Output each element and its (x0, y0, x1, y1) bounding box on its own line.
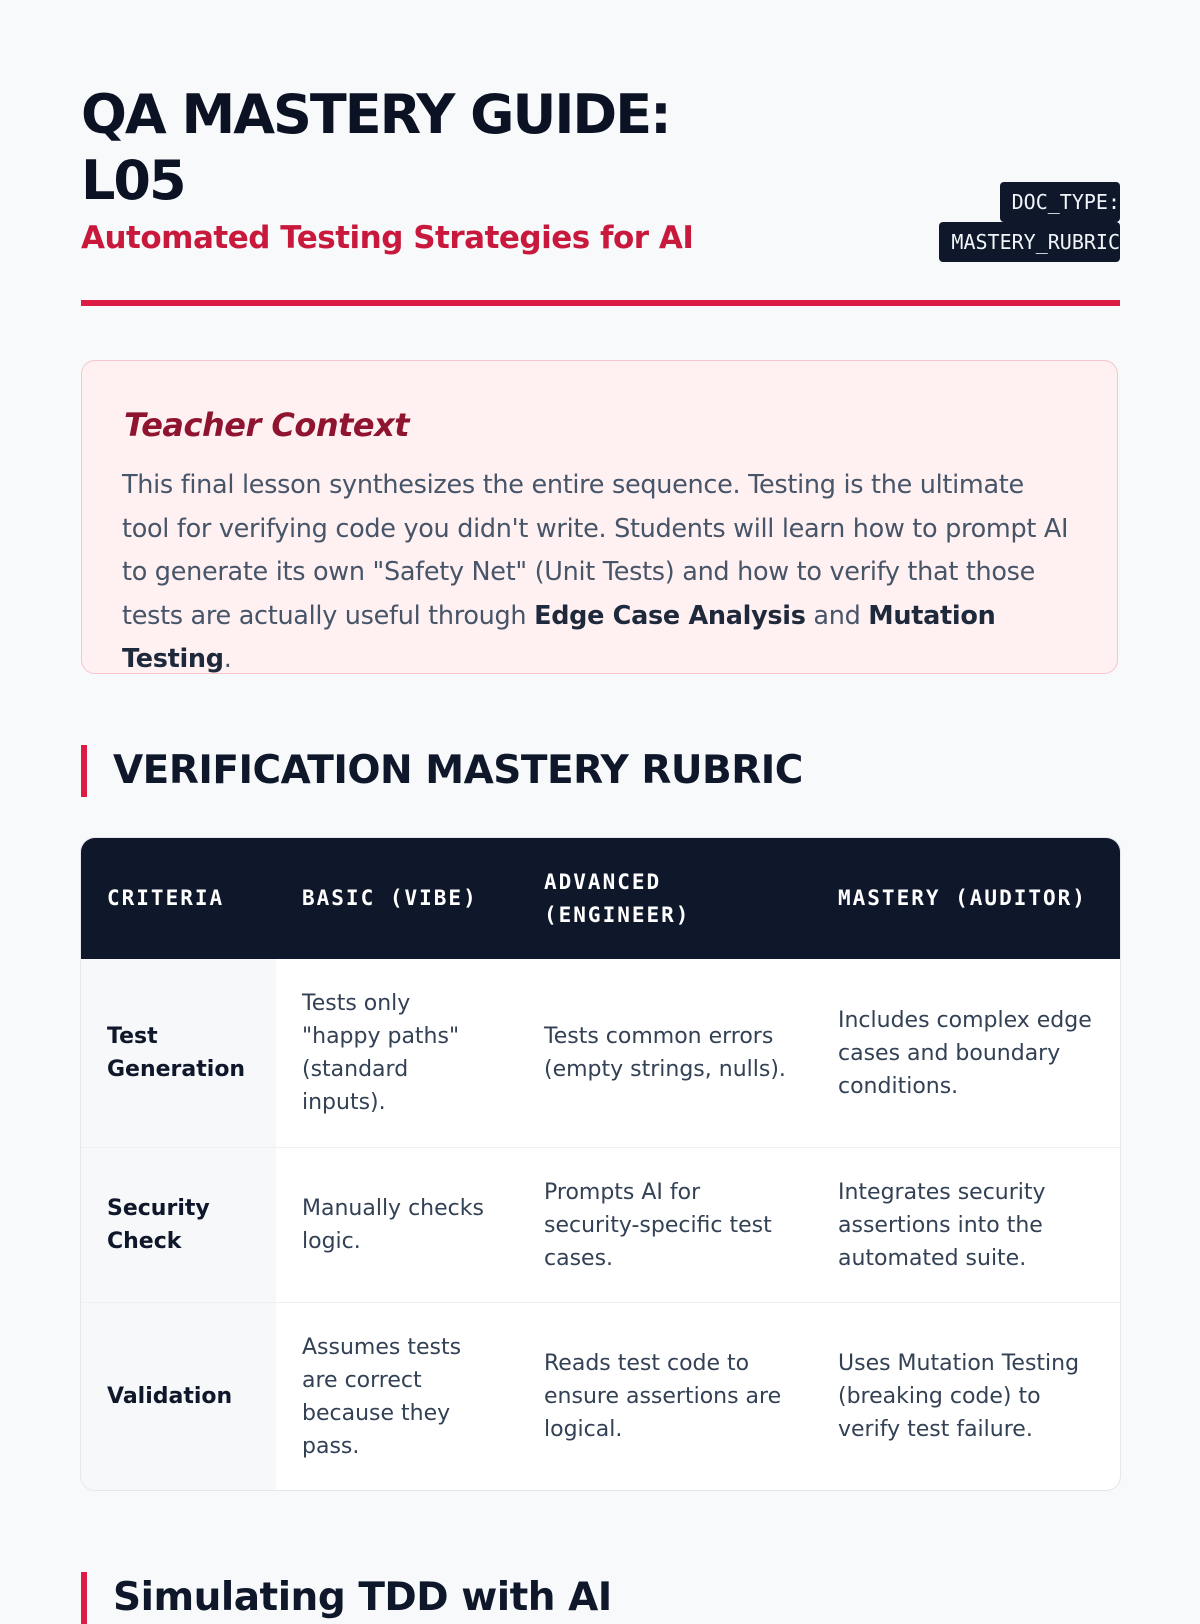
teacher-context-card (81, 360, 1118, 674)
mastery-rubric-table (81, 838, 1120, 1490)
rubric-header-row (81, 838, 1120, 959)
doc-type-badge (880, 182, 1120, 262)
advanced-cell: Reads test code to ensure assertions are logical. (518, 1302, 812, 1490)
header-divider (81, 300, 1120, 306)
col-header-mastery: MASTERY (AUDITOR) (812, 838, 1120, 959)
rubric-section-heading: VERIFICATION MASTERY RUBRIC (81, 745, 803, 797)
table-row (81, 959, 1120, 1147)
advanced-cell: Tests common errors (empty strings, nulls). (544, 1024, 786, 1082)
context-text-end: . (223, 644, 232, 674)
doc-type-label: DOC_TYPE: MASTERY_RUBRIC (939, 182, 1120, 262)
context-bold-edge-case: Edge Case Analysis (534, 600, 806, 631)
context-bold-mutation: Mutation Testing (122, 600, 996, 674)
basic-cell: Assumes tests are correct because they pass. (276, 1302, 518, 1490)
criteria-cell: Validation (81, 1302, 276, 1490)
page-title (81, 82, 701, 214)
mastery-cell: Includes complex edge cases and boundary conditions. (838, 1007, 1092, 1099)
col-header-criteria: CRITERIA (81, 838, 276, 959)
page-header (81, 0, 1120, 306)
page (81, 0, 1120, 1620)
col-header-basic: BASIC (VIBE) (276, 838, 518, 959)
criteria-cell: Security Check (81, 1147, 276, 1302)
context-text-start: This final lesson synthesizes the entire sequence. Testing is the ultimate tool for verifying code you didn't write. Students will learn how to prompt AI to generate its own "Safety Net" (Unit Tests) and how to verify that those tests are actually useful through (122, 470, 1069, 631)
advanced-cell: Prompts AI for security-specific test cases. (518, 1147, 812, 1302)
page-subtitle: Automated Testing Strategies for AI (81, 220, 694, 256)
teacher-context-text (122, 464, 1077, 682)
table-row (81, 1147, 1120, 1302)
context-text-middle: and (805, 600, 869, 631)
basic-cell: Tests only "happy paths" (standard inputs). (302, 991, 460, 1115)
title-line-2: L05 (81, 149, 185, 212)
mastery-cell: Uses Mutation Testing (breaking code) to verify test failure. (812, 1302, 1120, 1490)
mastery-cell: Integrates security assertions into the automated suite. (812, 1147, 1120, 1302)
col-header-advanced: ADVANCED (ENGINEER) (518, 838, 812, 959)
basic-cell: Manually checks logic. (276, 1147, 518, 1302)
teacher-context-title: Teacher Context (124, 406, 410, 444)
table-row (81, 1302, 1120, 1490)
title-line-1: QA MASTERY GUIDE: (81, 83, 670, 146)
tdd-section-heading: Simulating TDD with AI (81, 1572, 612, 1624)
criteria-cell: Test Generation (81, 959, 276, 1147)
